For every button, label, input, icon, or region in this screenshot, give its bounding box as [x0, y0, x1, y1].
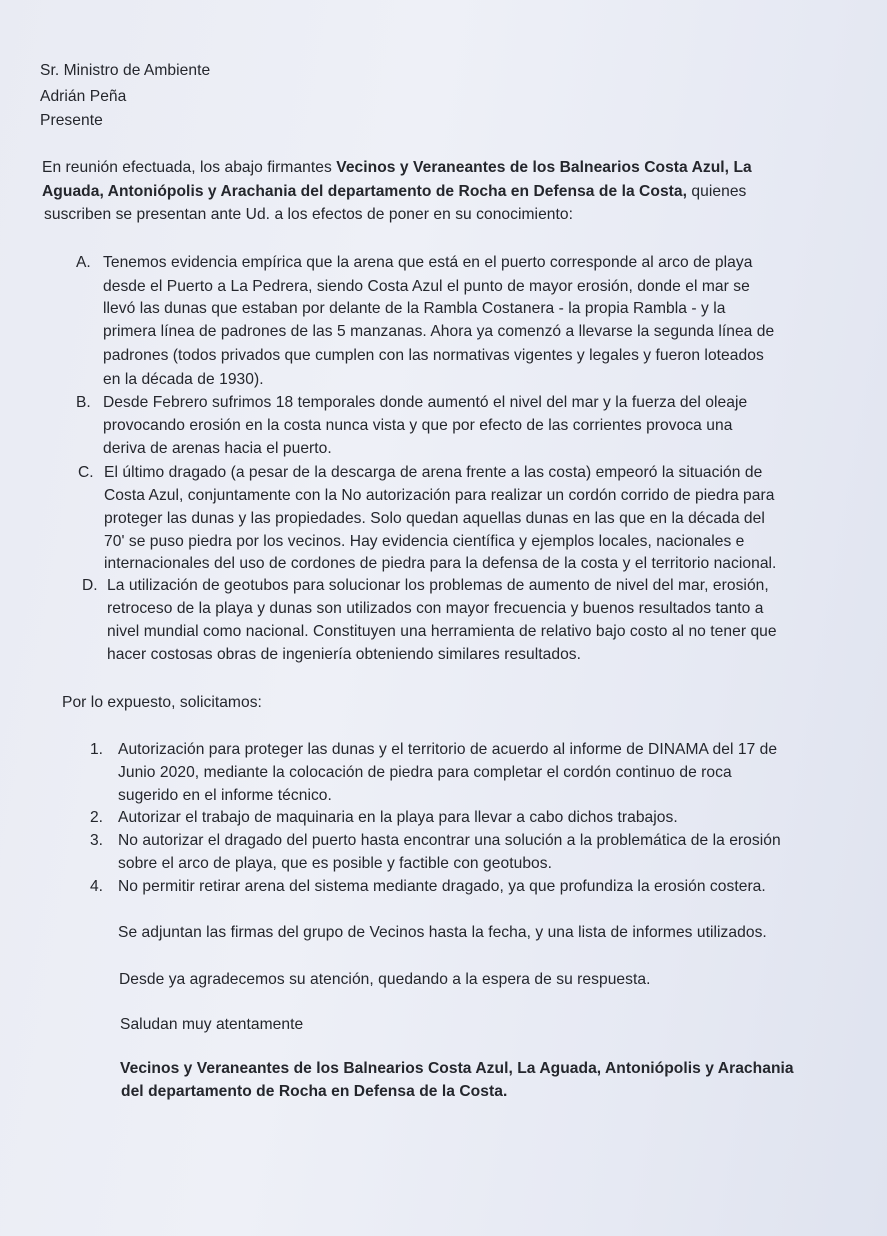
- request-3-line: sobre el arco de playa, que es posible y factible con geotubos.: [118, 855, 552, 872]
- intro-plain-2: quienes: [687, 183, 747, 200]
- point-c-line: internacionales del uso de cordones de piedra para la defensa de la costa y el territorio nacional.: [104, 555, 777, 572]
- intro-line-1: [42, 157, 752, 179]
- point-b-line: provocando erosión en la costa nunca vista y que por efecto de las corrientes provoca una: [103, 417, 733, 434]
- point-a-line: primera línea de padrones de las 5 manzanas. Ahora ya comenzó a llevarse la segunda línea de: [103, 323, 775, 340]
- request-1-line: Autorización para proteger las dunas y el territorio de acuerdo al informe de DINAMA del 17 de: [118, 741, 778, 758]
- intro-line-2: [42, 181, 746, 203]
- point-a-line: desde el Puerto a La Pedrera, siendo Costa Azul el punto de mayor erosión, donde el mar se: [103, 278, 750, 295]
- signature-line-1: Vecinos y Veraneantes de los Balnearios Costa Azul, La Aguada, Antoniópolis y Arachania: [120, 1060, 794, 1077]
- request-1-line: Junio 2020, mediante la colocación de piedra para completar el cordón continuo de roca: [118, 764, 732, 781]
- request-2-line: Autorizar el trabajo de maquinaria en la playa para llevar a cabo dichos trabajos.: [118, 809, 678, 826]
- point-c-line: 70' se puso piedra por los vecinos. Hay evidencia científica y ejemplos locales, nacionales e: [104, 533, 745, 550]
- point-a-line: llevó las dunas que estaban por delante de la Rambla Costanera - la propia Rambla - y la: [103, 300, 726, 317]
- point-d-line: nivel mundial como nacional. Constituyen una herramienta de relativo bajo costo al no tener que: [107, 623, 777, 640]
- intro-plain-1: En reunión efectuada, los abajo firmantes: [42, 159, 337, 176]
- point-a-line: Tenemos evidencia empírica que la arena que está en el puerto corresponde al arco de playa: [103, 254, 753, 271]
- addressee-presente: Presente: [40, 112, 103, 129]
- request-2-marker: 2.: [90, 809, 104, 826]
- request-1-line: sugerido en el informe técnico.: [118, 787, 332, 804]
- point-a-line: en la década de 1930).: [103, 371, 264, 388]
- request-4-marker: 4.: [90, 878, 104, 895]
- point-c-line: El último dragado (a pesar de la descarga de arena frente a las costa) empeoró la situación de: [104, 464, 763, 481]
- request-heading: Por lo expuesto, solicitamos:: [62, 694, 262, 711]
- point-d-marker: D.: [82, 577, 98, 594]
- request-3-marker: 3.: [90, 832, 104, 849]
- closing-greeting: Saludan muy atentamente: [120, 1016, 304, 1033]
- closing-thanks: Desde ya agradecemos su atención, quedando a la espera de su respuesta.: [119, 971, 651, 988]
- closing-attachments: Se adjuntan las firmas del grupo de Vecinos hasta la fecha, y una lista de informes utilizados.: [118, 924, 767, 941]
- signature-line-2: del departamento de Rocha en Defensa de la Costa.: [121, 1083, 508, 1100]
- point-a-marker: A.: [76, 254, 91, 271]
- point-b-marker: B.: [76, 394, 91, 411]
- request-3-line: No autorizar el dragado del puerto hasta encontrar una solución a la problemática de la erosión: [118, 832, 781, 849]
- point-b-line: Desde Febrero sufrimos 18 temporales donde aumentó el nivel del mar y la fuerza del oleaje: [103, 394, 748, 411]
- point-c-line: proteger las dunas y las propiedades. Solo quedan aquellas dunas en las que en la década del: [104, 510, 765, 527]
- point-b-line: deriva de arenas hacia el puerto.: [103, 440, 332, 457]
- addressee-name: Adrián Peña: [40, 88, 127, 105]
- intro-bold-2: Aguada, Antoniópolis y Arachania del departamento de Rocha en Defensa de la Costa,: [42, 183, 688, 200]
- point-c-marker: C.: [78, 464, 94, 481]
- intro-bold-1: Vecinos y Veraneantes de los Balnearios Costa Azul, La: [336, 159, 752, 176]
- intro-line-3: suscriben se presentan ante Ud. a los efectos de poner en su conocimiento:: [44, 206, 574, 223]
- point-c-line: Costa Azul, conjuntamente con la No autorización para realizar un cordón corrido de piedra para: [104, 487, 775, 504]
- addressee-title: Sr. Ministro de Ambiente: [40, 62, 211, 79]
- point-d-line: hacer costosas obras de ingeniería obteniendo similares resultados.: [107, 646, 582, 663]
- request-1-marker: 1.: [90, 741, 104, 758]
- request-4-line: No permitir retirar arena del sistema mediante dragado, ya que profundiza la erosión costera.: [118, 878, 766, 895]
- point-a-line: padrones (todos privados que cumplen con las normativas vigentes y legales y fueron loteados: [103, 347, 764, 364]
- point-d-line: retroceso de la playa y dunas son utilizados con mayor frecuencia y buenos resultados tanto a: [107, 600, 764, 617]
- point-d-line: La utilización de geotubos para solucionar los problemas de aumento de nivel del mar, erosión,: [107, 577, 769, 594]
